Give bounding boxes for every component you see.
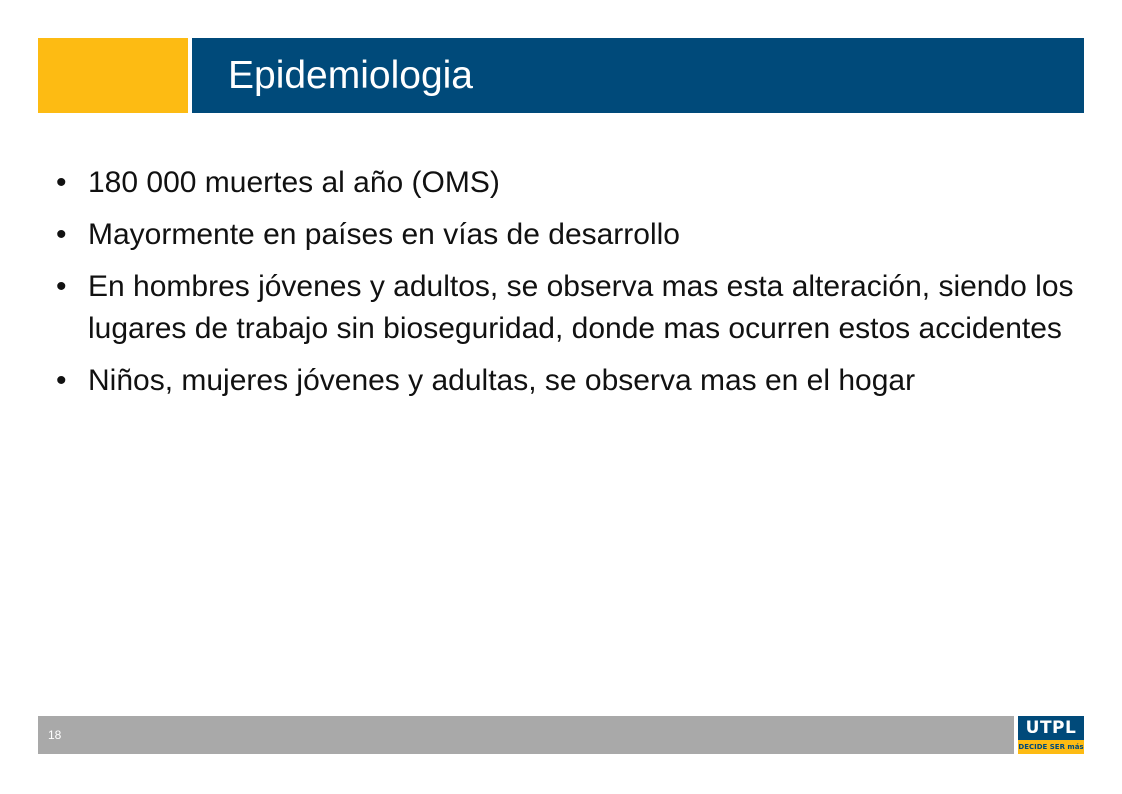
- footer-bar: [38, 716, 1014, 754]
- page-number: 18: [48, 728, 62, 742]
- title-accent-block: [38, 38, 188, 113]
- slide-title: Epidemiologia: [228, 54, 473, 97]
- bullet-item: [56, 266, 1086, 350]
- utpl-logo: [1018, 716, 1084, 754]
- title-bar: [192, 38, 1084, 113]
- bullet-list: [56, 162, 1086, 412]
- bullet-icon: •: [56, 364, 67, 397]
- bullet-text: Mayormente en países en vías de desarrollo: [88, 218, 680, 251]
- bullet-text: 180 000 muertes al año (OMS): [88, 166, 500, 199]
- bullet-item: [56, 360, 1086, 402]
- bullet-icon: •: [56, 270, 67, 303]
- bullet-icon: •: [56, 218, 67, 251]
- bullet-text: En hombres jóvenes y adultos, se observa mas esta alteración, siendo los lugares de trabajo sin bioseguridad, donde mas ocurren estos accidentes: [88, 270, 1074, 345]
- bullet-item: [56, 214, 1086, 256]
- bullet-item: [56, 162, 1086, 204]
- logo-tagline: DECIDE SER más: [1018, 743, 1084, 751]
- logo-name: UTPL: [1025, 718, 1077, 738]
- bullet-icon: •: [56, 166, 67, 199]
- bullet-text: Niños, mujeres jóvenes y adultas, se observa mas en el hogar: [88, 364, 916, 397]
